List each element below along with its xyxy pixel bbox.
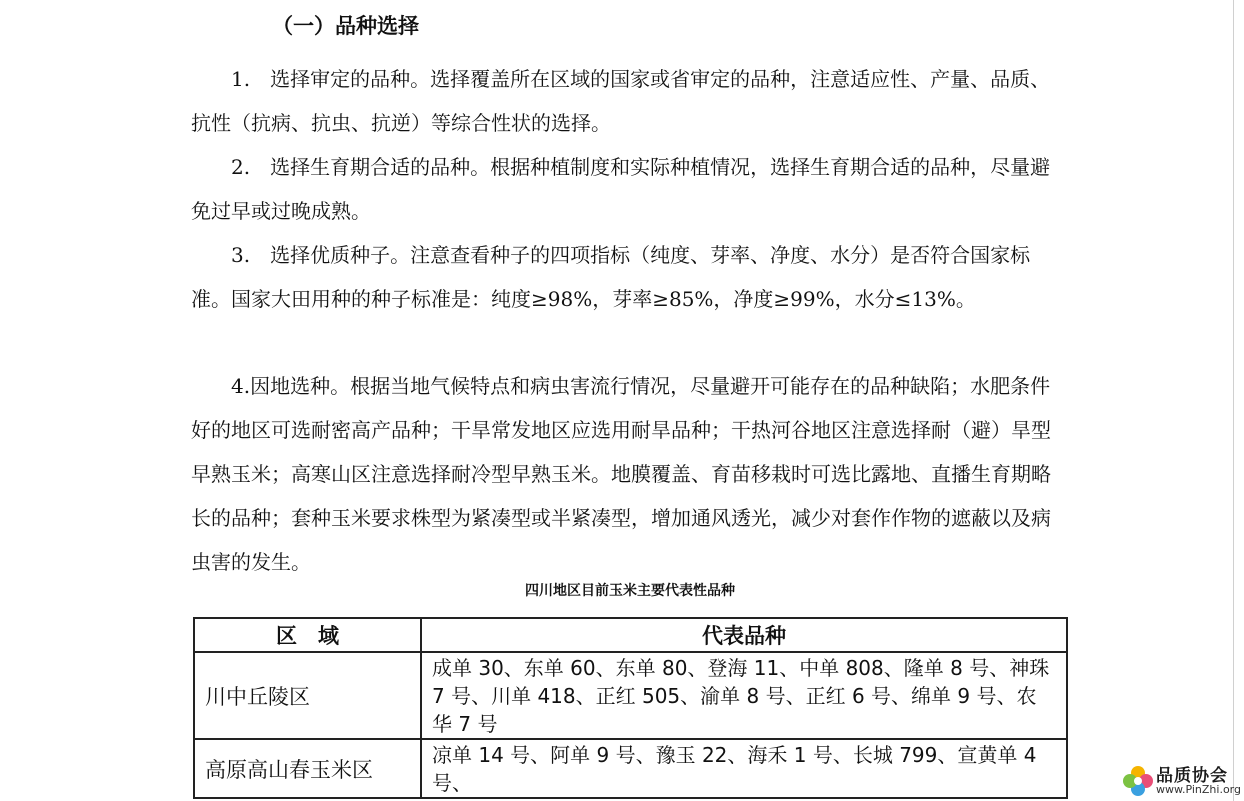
varieties-cell: 凉单 14 号、阿单 9 号、豫玉 22、海禾 1 号、长城 799、宣黄单 4 号、	[421, 739, 1067, 798]
watermark-logo	[1120, 757, 1244, 801]
paragraph-1: 1. 选择审定的品种。选择覆盖所在区域的国家或省审定的品种，注意适应性、产量、品质、抗性（抗病、抗虫、抗逆）等综合性状的选择。	[191, 67, 1051, 135]
table-row	[194, 652, 1067, 739]
flower-logo-icon	[1120, 763, 1156, 799]
table-header-row	[194, 618, 1067, 652]
table-row	[194, 739, 1067, 798]
region-cell: 高原高山春玉米区	[194, 739, 421, 798]
section-heading: （一）品种选择	[272, 14, 419, 38]
watermark-brand: 品质协会	[1156, 766, 1228, 786]
paragraph-2: 2. 选择生育期合适的品种。根据种植制度和实际种植情况，选择生育期合适的品种，尽量避免过早或过晚成熟。	[191, 155, 1051, 223]
region-cell: 川中丘陵区	[194, 652, 421, 739]
header-varieties: 代表品种	[421, 618, 1067, 652]
header-region: 区 域	[194, 618, 421, 652]
varieties-cell: 成单 30、东单 60、东单 80、登海 11、中单 808、隆单 8 号、神珠 7 号、川单 418、正红 505、渝单 8 号、正红 6 号、绵单 9 号、农华 7 号	[421, 652, 1067, 739]
page-edge	[1233, 0, 1234, 801]
paragraph-4: 4.因地选种。根据当地气候特点和病虫害流行情况，尽量避开可能存在的品种缺陷；水肥条件好的地区可选耐密高产品种；干旱常发地区应选用耐旱品种；干热河谷地区注意选择耐（避）旱型早熟玉米；高寒山区注意选择耐冷型早熟玉米。地膜覆盖、育苗移栽时可选比露地、直播生育期略长的品种；套种玉米要求株型为紧凑型或半紧凑型，增加通风透光，减少对套作作物的遮蔽以及病虫害的发生。	[191, 374, 1051, 574]
table-caption: 四川地区目前玉米主要代表性品种	[525, 583, 735, 599]
watermark-site: www.PinZhi.org	[1156, 783, 1241, 796]
variety-table	[193, 617, 1068, 799]
paragraph-3: 3. 选择优质种子。注意查看种子的四项指标（纯度、芽率、净度、水分）是否符合国家标准。国家大田用种的种子标准是：纯度≥98%，芽率≥85%，净度≥99%，水分≤13%。	[191, 243, 1031, 311]
